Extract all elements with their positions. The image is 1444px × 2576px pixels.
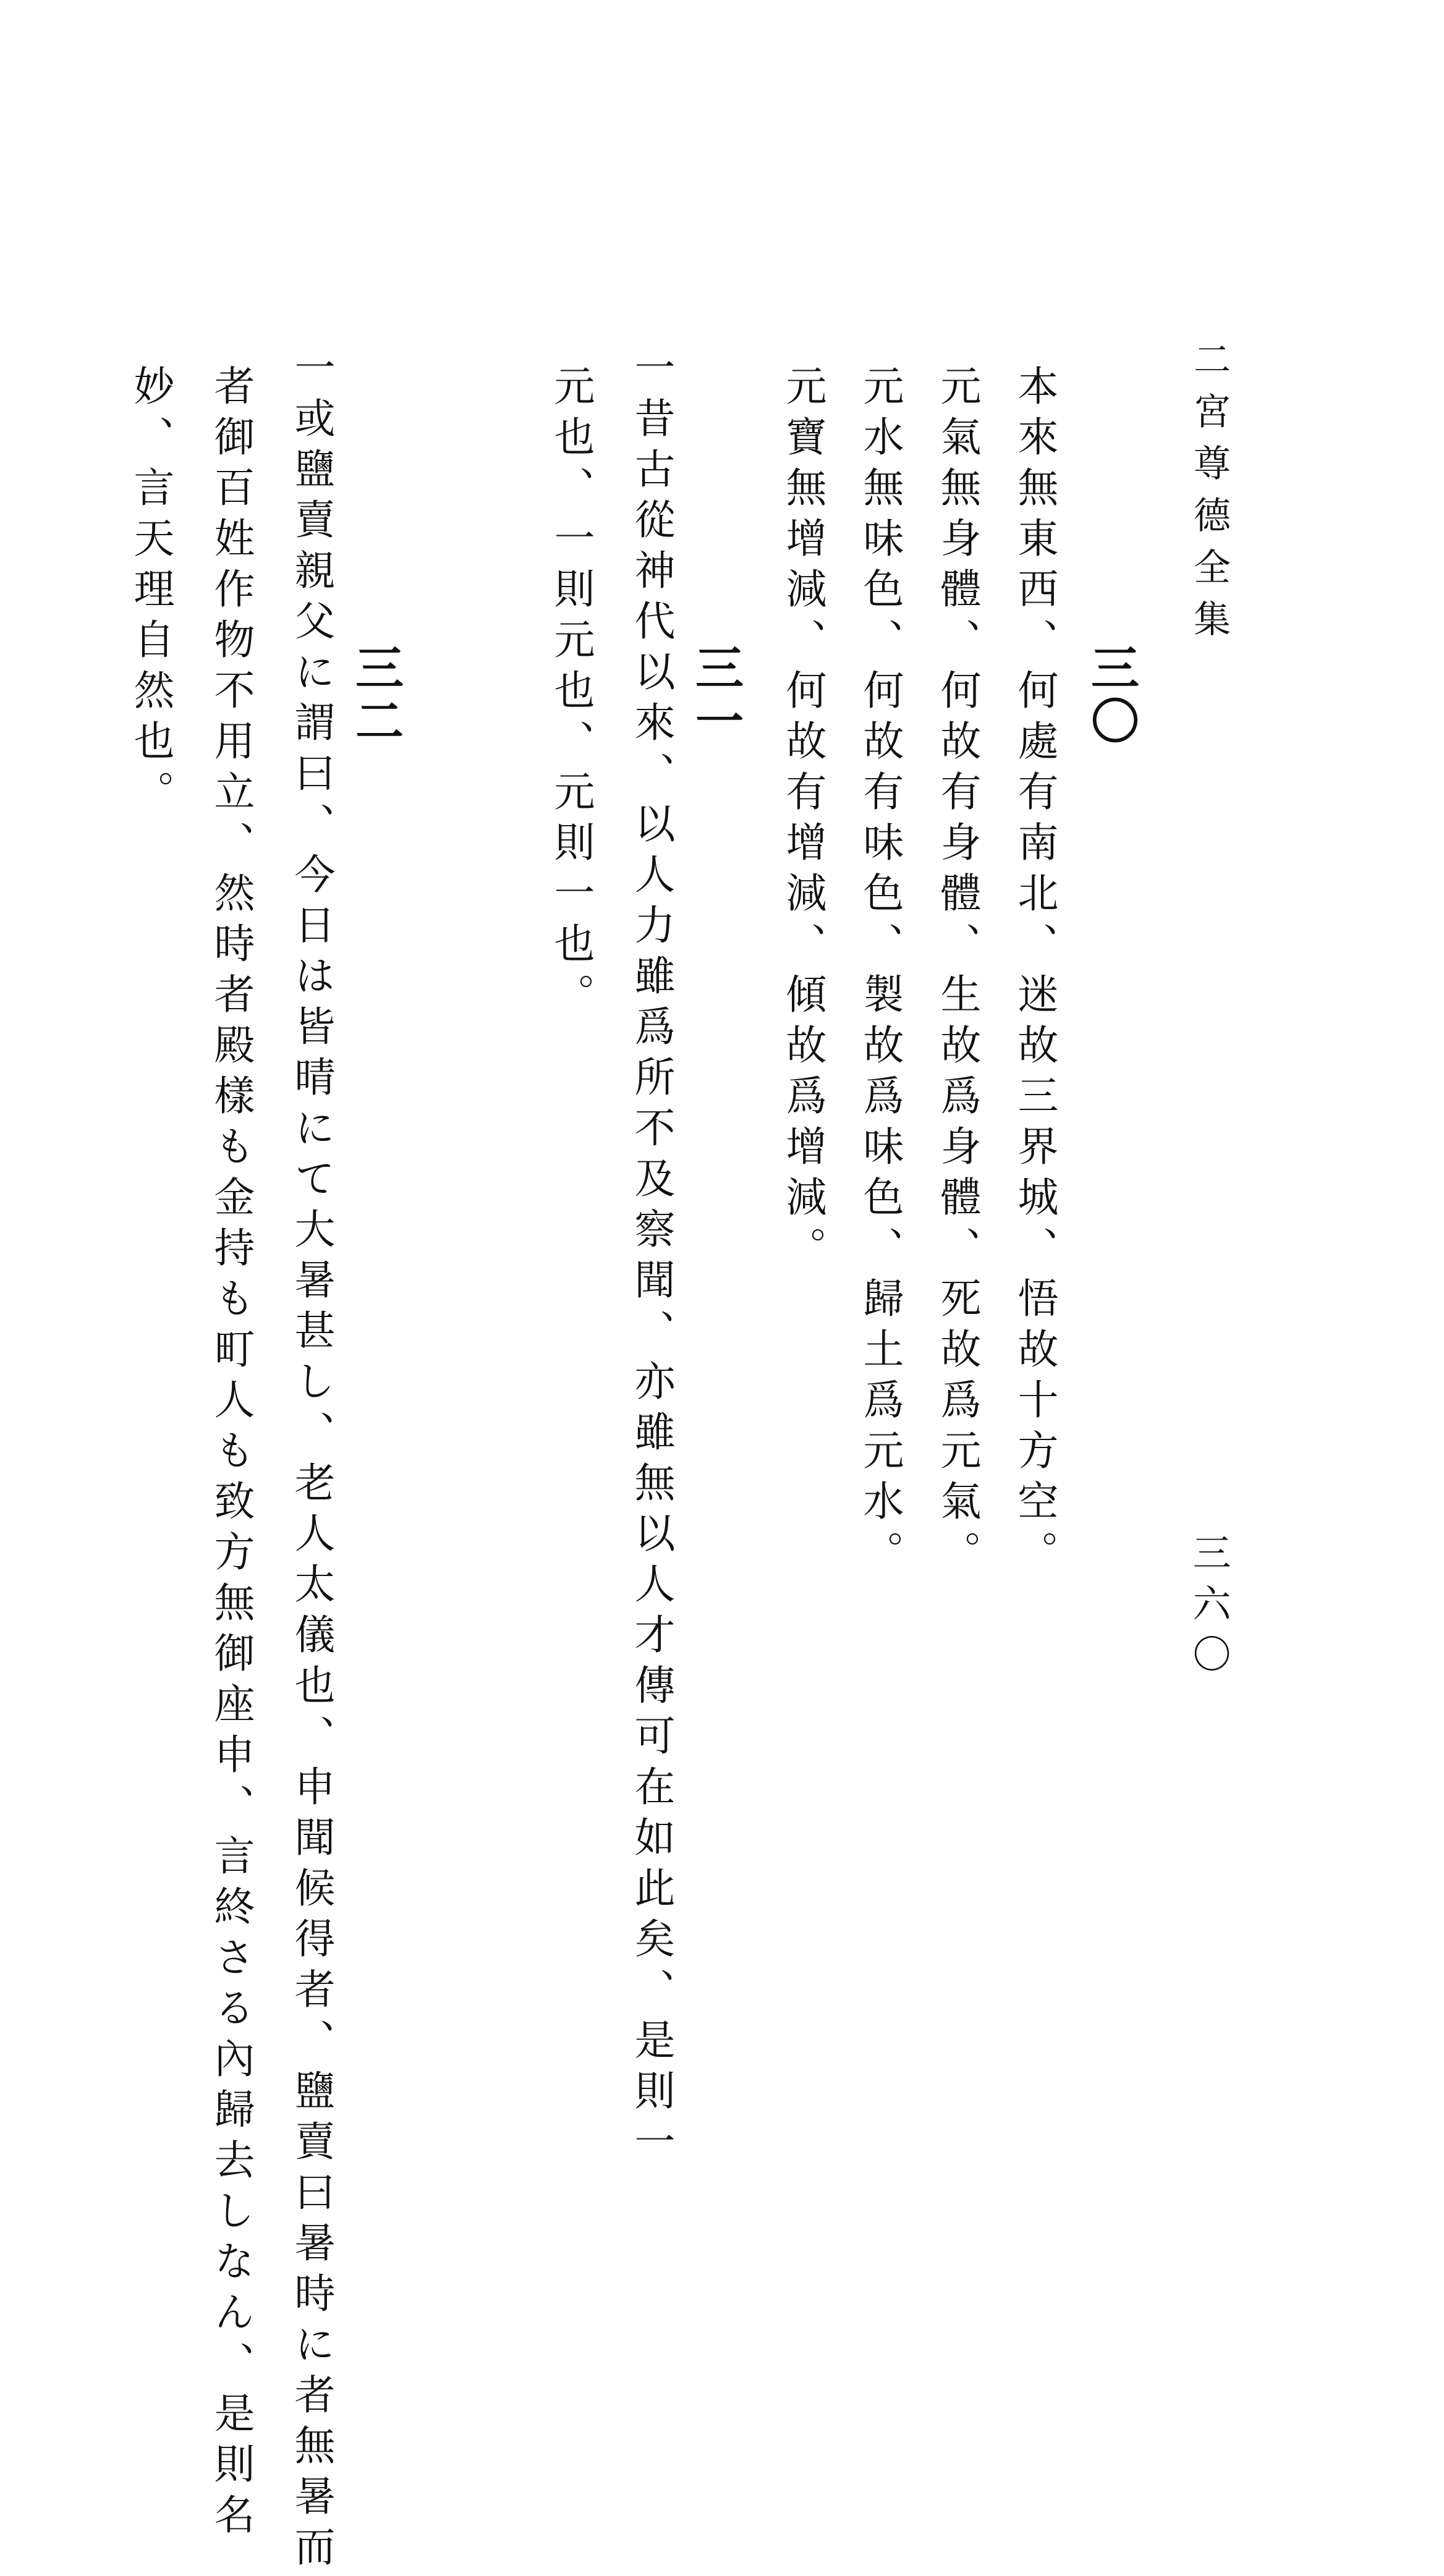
section-number-32: 三二: [347, 643, 404, 749]
text-line: 一昔古從神代以來、以人力雖爲所不及察聞、亦雖無以人才傳可在如此矣、是則一: [627, 346, 675, 2171]
text-line: 元也、一則元也、元則一也。: [547, 365, 595, 1023]
text-line: 元寶無增減、何故有增減、傾故爲增減。: [779, 365, 826, 1277]
text-line: 元氣無身體、何故有身體、生故爲身體、死故爲元氣。: [933, 365, 981, 1581]
text-line: 元水無味色、何故有味色、製故爲味色、歸土爲元水。: [856, 365, 904, 1581]
text-line: 妙、言天理自然也。: [127, 365, 174, 821]
running-title: 二宮尊德全集: [1187, 340, 1231, 651]
text-line: 者御百姓作物不用立、然時者殿樣も金持も町人も致方無御座申、言終さる內歸去しなん、是則名: [207, 365, 255, 2544]
text-line: 一或鹽賣親父に謂曰、今日は皆晴にて大暑甚し、老人太儀也、申聞候得者、鹽賣曰暑時に者無暑而: [287, 346, 335, 2576]
page-number: 三六〇: [1186, 1533, 1231, 1685]
section-number-30: 三〇: [1083, 643, 1139, 749]
section-number-31: 三一: [687, 643, 744, 749]
text-line: 本來無東西、何處有南北、迷故三界城、悟故十方空。: [1011, 365, 1058, 1581]
